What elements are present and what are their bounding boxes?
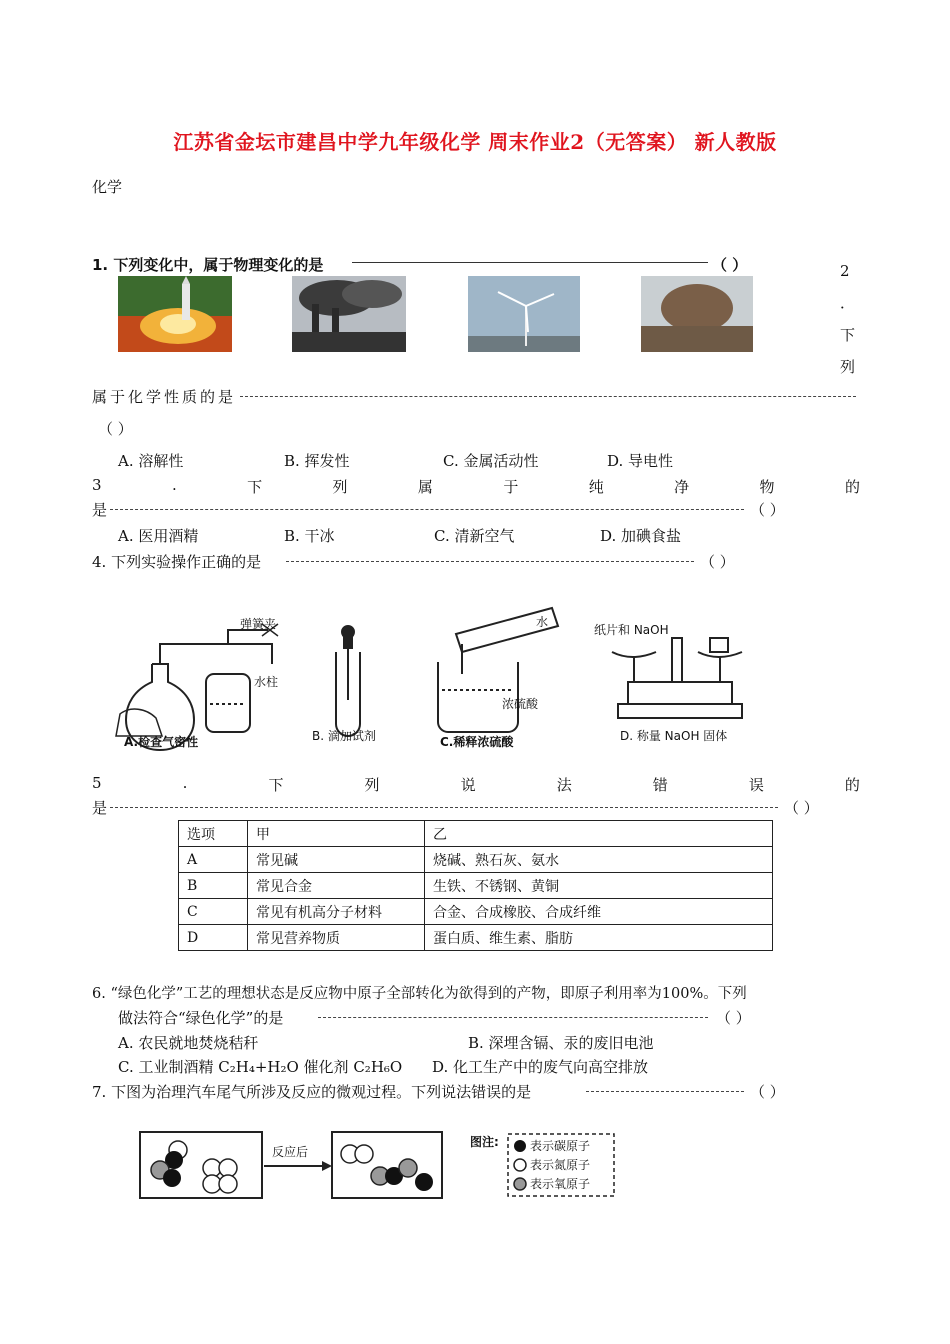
- acid-label: 浓硫酸: [502, 697, 539, 711]
- dropper-test-tube: [336, 626, 360, 736]
- q2-text: 属于化学性质的是: [92, 388, 237, 406]
- page-title: 江苏省金坛市建昌中学九年级化学 周末作业2（无答案） 新人教版: [173, 130, 777, 154]
- q3-option-c: C. 清新空气: [434, 527, 515, 545]
- paper-naoh-label: 纸片和 NaOH: [594, 623, 669, 637]
- q5-head: 5 . 下 列 说 法 错 误 的: [92, 774, 860, 794]
- table-row: C 常见有机高分子材料 合金、合成橡胶、合成纤维: [179, 899, 773, 925]
- water-label: 水: [536, 615, 549, 629]
- q7-text: 7. 下图为治理汽车尾气所涉及反应的微观过程。下列说法错误的是: [92, 1083, 532, 1101]
- table-header-row: 选项 甲 乙: [179, 821, 773, 847]
- q7-dash-line: [586, 1091, 744, 1092]
- q6-line1: 6. “绿色化学”工艺的理想状态是反应物中原子全部转化为欲得到的产物，即原子利用率为100%。下列: [92, 986, 747, 1002]
- q3-option-a: A. 医用酒精: [118, 527, 199, 545]
- rocket-launch-photo: [118, 276, 232, 352]
- lab-operations-figure: [112, 604, 772, 754]
- q5-dash-line: [110, 807, 778, 808]
- table-row: D 常见营养物质 蛋白质、维生素、脂肪: [179, 925, 773, 951]
- options-table: [178, 820, 773, 951]
- water-column-label: 水柱: [254, 675, 279, 689]
- caption-b: B. 滴加试剂: [312, 729, 376, 743]
- q2-paren: （ ）: [98, 420, 133, 438]
- q2-option-c: C. 金属活动性: [443, 452, 539, 470]
- q6-option-b: B. 深埋含镉、汞的废旧电池: [468, 1034, 654, 1052]
- arrow-label: 反应后: [272, 1145, 309, 1159]
- q2-side-char: 列: [840, 358, 856, 376]
- q1-text: 1. 下列变化中，属于物理变化的是: [92, 256, 324, 274]
- q6-option-c: C. 工业制酒精 C₂H₄+H₂O 催化剂 C₂H₆O: [118, 1058, 403, 1076]
- q2-option-b: B. 挥发性: [284, 452, 350, 470]
- spring-clip-label: 弹簧夹: [240, 617, 277, 631]
- legend-oxygen: 表示氧原子: [530, 1177, 591, 1191]
- q1-paren: （ ）: [712, 256, 748, 274]
- q6-paren: （ ）: [716, 1009, 751, 1027]
- q1-dash-line: [352, 262, 708, 263]
- reaction-micro-figure: [136, 1128, 626, 1202]
- q3-tail: 是: [92, 501, 108, 519]
- q3-option-b: B. 干冰: [284, 527, 335, 545]
- q6-option-d: D. 化工生产中的废气向高空排放: [432, 1058, 649, 1076]
- factory-smoke-photo: [292, 276, 406, 352]
- q4-dash-line: [286, 561, 694, 562]
- q2-option-a: A. 溶解性: [118, 452, 184, 470]
- wind-turbine-photo: [468, 276, 580, 352]
- q3-dash-line: [110, 509, 744, 510]
- q2-dash-line: [240, 396, 856, 397]
- q6-option-a: A. 农民就地焚烧秸秆: [118, 1034, 259, 1052]
- q6-dash-line: [318, 1017, 708, 1018]
- q5-paren: （ ）: [784, 799, 819, 817]
- q3-paren: （ ）: [750, 501, 785, 519]
- q4-paren: （ ）: [700, 553, 735, 571]
- q2-side-char: 下: [840, 326, 856, 344]
- caption-c: C.稀释浓硫酸: [440, 735, 514, 749]
- balance-scale: [612, 638, 742, 718]
- table-row: A 常见碱 烧碱、熟石灰、氨水: [179, 847, 773, 873]
- q3-option-d: D. 加碘食盐: [600, 527, 682, 545]
- q5-tail: 是: [92, 799, 108, 817]
- subject-label: 化学: [92, 178, 123, 196]
- q2-number: 2: [840, 262, 850, 280]
- weathered-rock-photo: [641, 276, 753, 352]
- q6-line2: 做法符合“绿色化学”的是: [118, 1009, 284, 1027]
- caption-d: D. 称量 NaOH 固体: [620, 729, 728, 743]
- caption-a: A.检查气密性: [124, 735, 199, 749]
- q3-head: 3 . 下 列 属 于 纯 净 物 的: [92, 476, 860, 496]
- q7-paren: （ ）: [750, 1083, 785, 1101]
- q2-option-d: D. 导电性: [607, 452, 674, 470]
- legend-nitrogen: 表示氮原子: [530, 1158, 591, 1172]
- q4-text: 4. 下列实验操作正确的是: [92, 553, 262, 571]
- table-row: B 常见合金 生铁、不锈钢、黄铜: [179, 873, 773, 899]
- q2-dot: ．: [840, 294, 856, 312]
- legend-carbon: 表示碳原子: [530, 1139, 591, 1153]
- legend-title: 图注:: [470, 1135, 499, 1149]
